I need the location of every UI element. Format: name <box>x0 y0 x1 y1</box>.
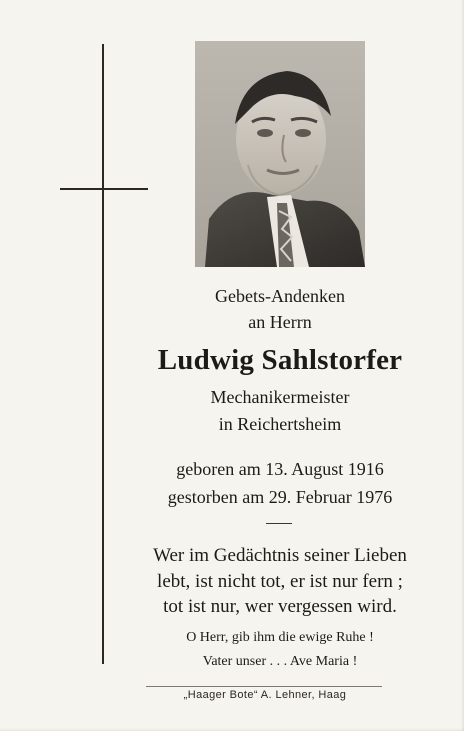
verse-line: Wer im Gedächtnis seiner Lieben <box>153 545 407 566</box>
profession-text: Mechanikermeister <box>210 387 350 407</box>
footer-divider <box>146 686 382 687</box>
place-text: in Reichertsheim <box>218 414 342 434</box>
card-heading-line-1: Gebets-Andenken <box>215 286 345 306</box>
deceased-name: Ludwig Sahlstorfer <box>157 344 403 376</box>
card-heading-line-2: an Herrn <box>248 312 312 332</box>
cross-icon <box>60 188 148 190</box>
cross-icon <box>102 44 104 664</box>
divider <box>266 523 292 524</box>
prayer-line: O Herr, gib ihm die ewige Ruhe ! <box>186 630 374 645</box>
portrait-photo <box>195 41 365 267</box>
death-date-text: gestorben am 29. Februar 1976 <box>167 487 393 507</box>
verse-line: lebt, ist nicht tot, er ist nur fern ; <box>157 571 403 592</box>
verse-line: tot ist nur, wer vergessen wird. <box>163 596 397 617</box>
prayer-line: Vater unser . . . Ave Maria ! <box>202 654 358 669</box>
printer-footer: „Haager Bote“ A. Lehner, Haag <box>183 689 347 701</box>
birth-date-text: geboren am 13. August 1916 <box>176 459 384 479</box>
